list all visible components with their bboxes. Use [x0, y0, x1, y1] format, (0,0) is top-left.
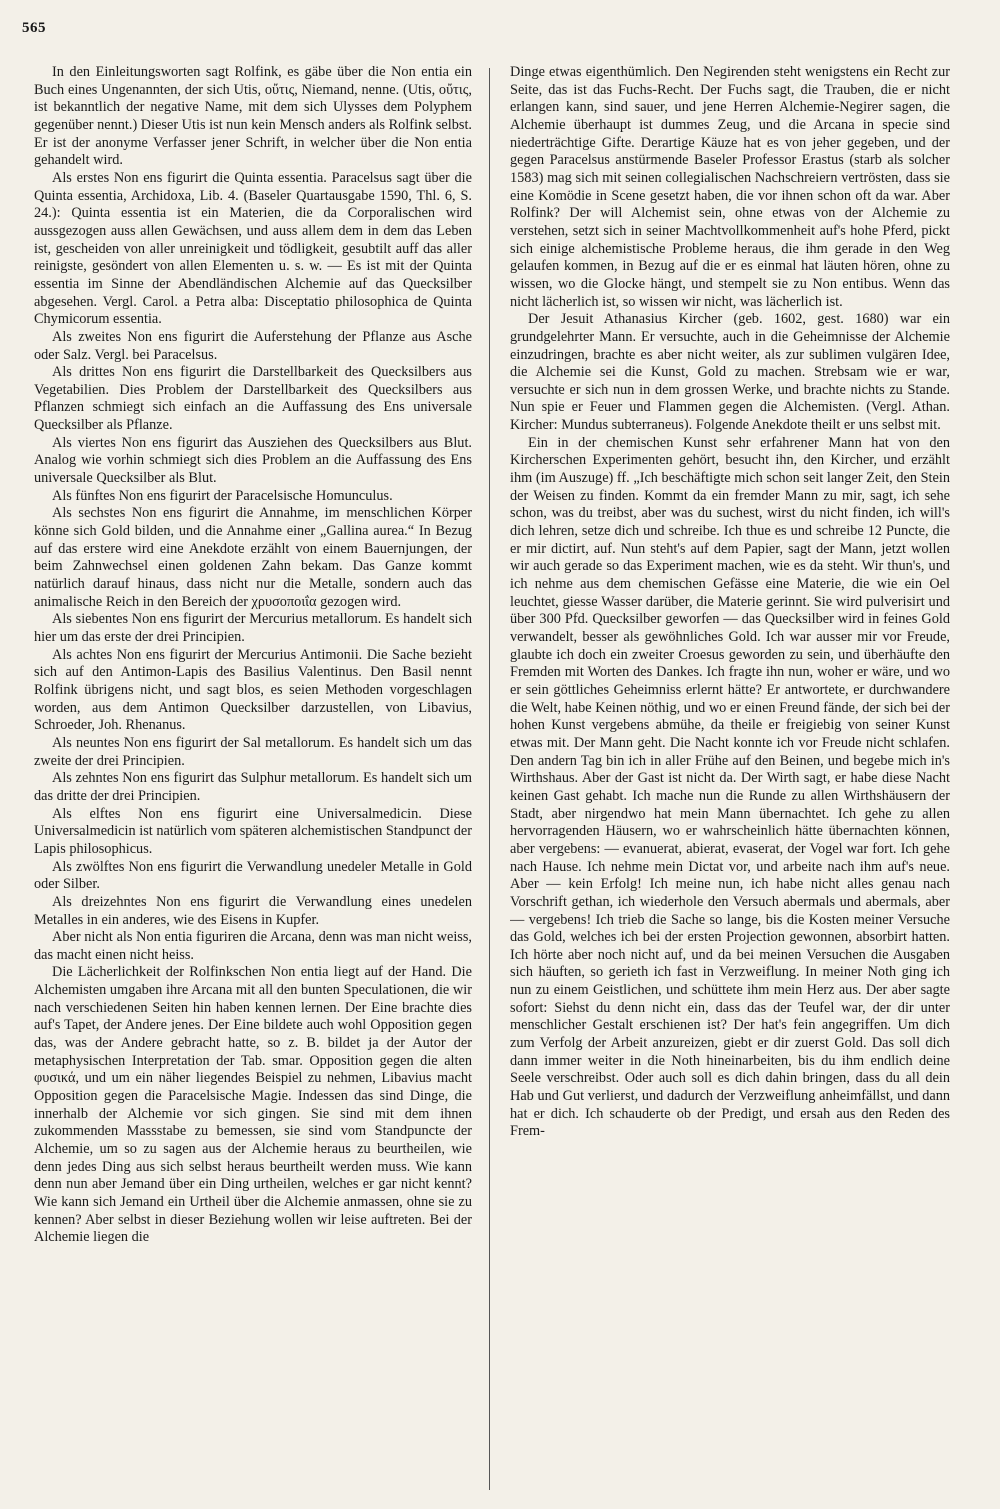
paragraph: Als erstes Non ens figurirt die Quinta essentia. Paracelsus sagt über die Quinta essentia, Archidoxa, Lib. 4. (Baseler Quartausgabe 1590, Thl. 6, S. 24.): Quinta essentia ist ein Materien, die da Corporalischen wird aussgezogen auss allen Gewächsen, und auss allem dem in dem das Leben ist, gescheiden von aller unreinigkeit und tödligkeit, gesubtilt auff das aller reinigste, gesöndert von allen Elementen u. s. w. — Es ist mit der Quinta essentia im Sinne der Abendländischen Alchemie auf das Quecksilber abgesehen. Vergl. Carol. a Petra alba: Disceptatio philosophica de Quinta Chymicorum essentia.	[34, 169, 472, 328]
paragraph: Als siebentes Non ens figurirt der Mercurius metallorum. Es handelt sich hier um das erste der drei Principien.	[34, 611, 472, 645]
paragraph: Ein in der chemischen Kunst sehr erfahrener Mann hat von den Kircherschen Experimenten gehört, besucht ihn, den Kircher, und erzählt ihm (im Auszuge) ff. „Ich beschäftigte mich schon seit langer Zeit, den Stein der Weisen zu finden. Kommt da ein fremder Mann zu mir, sagt, ich sehe schon, was du treibst, aber was du suchest, wirst du nicht finden, ich will's dich lehren, setze dich und schreibe. Ich thue es und schreibe 12 Puncte, die er mir dictirt, auf. Nun steht's auf dem Papier, sagt der Mann, jetzt wollen wir auch gerade so das Experiment machen, wie es da steht. Wir thun's, und ich nehme aus dem chemischen Gefässe eine Materie, die wie ein Oel leuchtet, giesse Wasser darüber, die Materie gerinnt. Sie wird pulverisirt und über 300 Pfd. Quecksilber geworfen — das Quecksilber wird in feines Gold verwandelt, besser als gewöhnliches Gold. Ich war ausser mir vor Freude, glaubte ich doch ein zweiter Croesus geworden zu sein, und überhäufte den Fremden mit Worten des Dankes. Ich fragte ihn nun, woher er wäre, und wo er sein göttliches Geheimniss erlernt hätte? Er antwortete, er durchwandere die Welt, habe Keinen nöthig, und wo er einen Freund fände, der sich bei der hohen Kunst vergebens abmühe, da theile er freigiebig von seiner Kunst etwas mit. Der Mann geht. Die Nacht konnte ich vor Freude nicht schlafen. Den andern Tag bin ich in aller Frühe auf den Beinen, und begebe mich in's Wirthshaus. Aber der Gast ist nicht da. Der Wirth sagt, er habe diese Nacht keinen Gast gehabt. Ich mache nun die Runde zu allen Wirthshäusern der Stadt, aber nirgendwo hat mein Mann übernachtet. Ich gehe zu allen hervorragenden Häusern, wo er wahrscheinlich hätte übernachten können, aber vergebens: — evanuerat, abierat, evaserat, der Vogel war fort. Ich gehe nach Hause. Ich nehme mein Dictat vor, und arbeite nach ihm auf's neue. Aber — kein Erfolg! Ich meine nun, ich habe nicht alles genau nach Vorschrift gethan, ich wiederhole den Versuch abermals und abermals, aber — vergebens! Ich trieb die Sache so lange, bis die Kosten meiner Versuche das Gold, welches ich bei der ersten Projection gewonnen, absorbirt hatten. Ich hörte aber noch nicht auf, und da bei meinen Versuchen die Ausgaben sich häuften, so gerieth ich fast in Verzweiflung. In meiner Noth ging ich nun zu einem Geistlichen, und schüttete ihm mein Herz aus. Der aber sagte sofort: Siehst du denn nicht ein, dass das der Teufel war, der dir unter menschlicher Gestalt erschienen ist? Der hat's fein angegriffen. Um dich zum Verfolg der Arbeit anzureizen, giebt er dir zuerst Gold. Das soll dich dann immer weiter in die Noth hineinarbeiten, bis du ihm endlich deine Seele verschreibst. Oder auch soll es dich dahin bringen, dass du all dein Hab und Gut verlierst, und dadurch der Verzweiflung anheimfällst, und dann hat er dich. Ich schauderte ob der Predigt, und ersah aus den Reden des Frem-	[510, 434, 950, 1140]
paragraph: Als drittes Non ens figurirt die Darstellbarkeit des Quecksilbers aus Vegetabilien. Dies Problem der Darstellbarkeit des Quecksilbers aus Pflanzen schmiegt sich einfach an die Auffassung des Ens universale Quecksilber als Pflanze.	[34, 364, 472, 434]
paragraph: Als fünftes Non ens figurirt der Paracelsische Homunculus.	[52, 487, 393, 504]
paragraph: Der Jesuit Athanasius Kircher (geb. 1602, gest. 1680) war ein grundgelehrter Mann. Er versuchte, auch in die Geheimnisse der Alchemie einzudringen, brachte es aber nicht weiter, als zur sublimen vulgären Idee, die Alchemie sei die Kunst, Gold zu machen. Strebsam wie er war, versuchte er sich nun in dem grossen Werke, und brachte nichts zu Stande. Nun spie er Feuer und Flammen gegen die Alchemisten. (Vergl. Athan. Kircher: Mundus subterraneus). Folgende Anekdote theilt er uns selbst mit.	[510, 311, 950, 434]
paragraph: In den Einleitungsworten sagt Rolfink, es gäbe über die Non entia ein Buch eines Ungenannten, der sich Utis, οὔτις, Niemand, nenne. (Utis, οὔτις, ist bekanntlich der negative Name, mit dem sich Ulysses dem Polyphem gegenüber nennt.) Dieser Utis ist nun kein Mensch anders als Rolfink selbst. Er ist der anonyme Verfasser jener Schrift, in welcher über die Non entia gehandelt wird.	[34, 64, 472, 169]
paragraph: Als elftes Non ens figurirt eine Universalmedicin. Diese Universalmedicin ist natürlich vom späteren alchemistischen Standpunct der Lapis philosophicus.	[34, 805, 472, 857]
paragraph: Als neuntes Non ens figurirt der Sal metallorum. Es handelt sich um das zweite der drei Principien.	[34, 734, 472, 769]
paragraph: Als sechstes Non ens figurirt die Annahme, im menschlichen Körper könne sich Gold bilden, und die Annahme einer „Gallina aurea.“ In Bezug auf das erstere wird eine Anekdote erzählt von einem Bauernjungen, der beim Zahnwechsel einen goldenen Zahn bekam. Das Ganze kommt natürlich darauf hinaus, dass nicht nur die Metalle, sondern auch das animalische Reich in den Bereich der χρυσοποιΐα gezogen wird.	[34, 505, 472, 610]
paragraph: Als dreizehntes Non ens figurirt die Verwandlung eines unedelen Metalles in ein anderes, wie des Eisens in Kupfer.	[34, 893, 472, 928]
left-column	[34, 64, 472, 1494]
paragraph: Als zwölftes Non ens figurirt die Verwandlung unedeler Metalle in Gold oder Silber.	[34, 858, 472, 893]
paragraph: Als achtes Non ens figurirt der Mercurius Antimonii. Die Sache bezieht sich auf den Antimon-Lapis des Basilius Valentinus. Den Basil nennt Rolfink übrigens nicht, und sagt blos, es seien Methoden vorgeschlagen worden, aus dem Antimon Quecksilber darzustellen, von Libavius, Schroeder, Joh. Rhenanus.	[34, 646, 472, 734]
paragraph: Aber nicht als Non entia figuriren die Arcana, denn was man nicht weiss, das macht einen nicht heiss.	[34, 929, 472, 963]
paragraph: Als viertes Non ens figurirt das Ausziehen des Quecksilbers aus Blut. Analog wie vorhin schmiegt sich dies Problem an die Auffassung des Ens universale Quecksilber als Blut.	[34, 434, 472, 487]
page-number: 565	[22, 20, 46, 36]
paragraph: Dinge etwas eigenthümlich. Den Negirenden steht wenigstens ein Recht zur Seite, das ist das Fuchs-Recht. Der Fuchs sagt, die Trauben, die er nicht erlangen kann, sind sauer, und jene Herren Alchemie-Negirer sagen, die Alchemie überhaupt ist dummes Zeug, und die Arcana in specie sind niederträchtige Gifte. Derartige Käuze hat es von jeher gegeben, und der gegen Paracelsus anstürmende Baseler Professor Erastus (starb als solcher 1583) mag sich mit seinen collegialischen Nachschreiern vertrösten, dass sie eine Komödie in Scene gesetzt haben, die vor ihnen schon oft da war. Aber Rolfink? Der will Alchemist sein, ohne etwas von der Alchemie zu verstehen, setzt sich in seiner Machtvollkommenheit auf's hohe Pferd, pickt sich einige alchemistische Probleme heraus, die ihm gerade in den Weg gelaufen kommen, in Bezug auf die er es einmal hat läuten hören, ohne zu wissen, wo die Glocke hängt, und stempelt sie zu Non entibus. Wenn das nicht lächerlich ist, so wissen wir nicht, was lächerlich ist.	[510, 64, 950, 310]
column-divider	[489, 68, 490, 1490]
paragraph: Die Lächerlichkeit der Rolfinkschen Non entia liegt auf der Hand. Die Alchemisten umgaben ihre Arcana mit all den bunten Speculationen, die wir nach verschiedenen Seiten hin haben kennen lernen. Der Eine brachte dies auf's Tapet, der Andere jenes. Der Eine bildete auch wohl Opposition gegen das, was der Andere gebracht hatte, so z. B. bildet ja der Autor der metaphysischen Interpretation der Tab. smar. Opposition gegen die alten φυσικά, und um ein näher liegendes Beispiel zu nehmen, Libavius macht Opposition gegen die Paracelsische Magie. Indessen das sind Dinge, die innerhalb der Alchemie vor sich gingen. Sie sind mit dem ihnen zukommenden Massstabe zu bemessen, sie sind vom Standpuncte der Alchemie, um so zu sagen aus der Alchemie heraus zu beurtheilen, wie denn jedes Ding aus sich selbst heraus beurtheilt werden muss. Wie kann denn nun aber Jemand über ein Ding urtheilen, welches er gar nicht kennt? Wie kann sich Jemand ein Urtheil über die Alchemie anmassen, ohne sie zu kennen? Aber selbst in dieser Beziehung wollen wir leise auftreten. Bei der Alchemie liegen die	[34, 964, 472, 1246]
right-column	[510, 64, 950, 1494]
paragraph: Als zehntes Non ens figurirt das Sulphur metallorum. Es handelt sich um das dritte der drei Principien.	[34, 770, 472, 804]
paragraph: Als zweites Non ens figurirt die Auferstehung der Pflanze aus Asche oder Salz. Vergl. bei Paracelsus.	[34, 328, 472, 363]
